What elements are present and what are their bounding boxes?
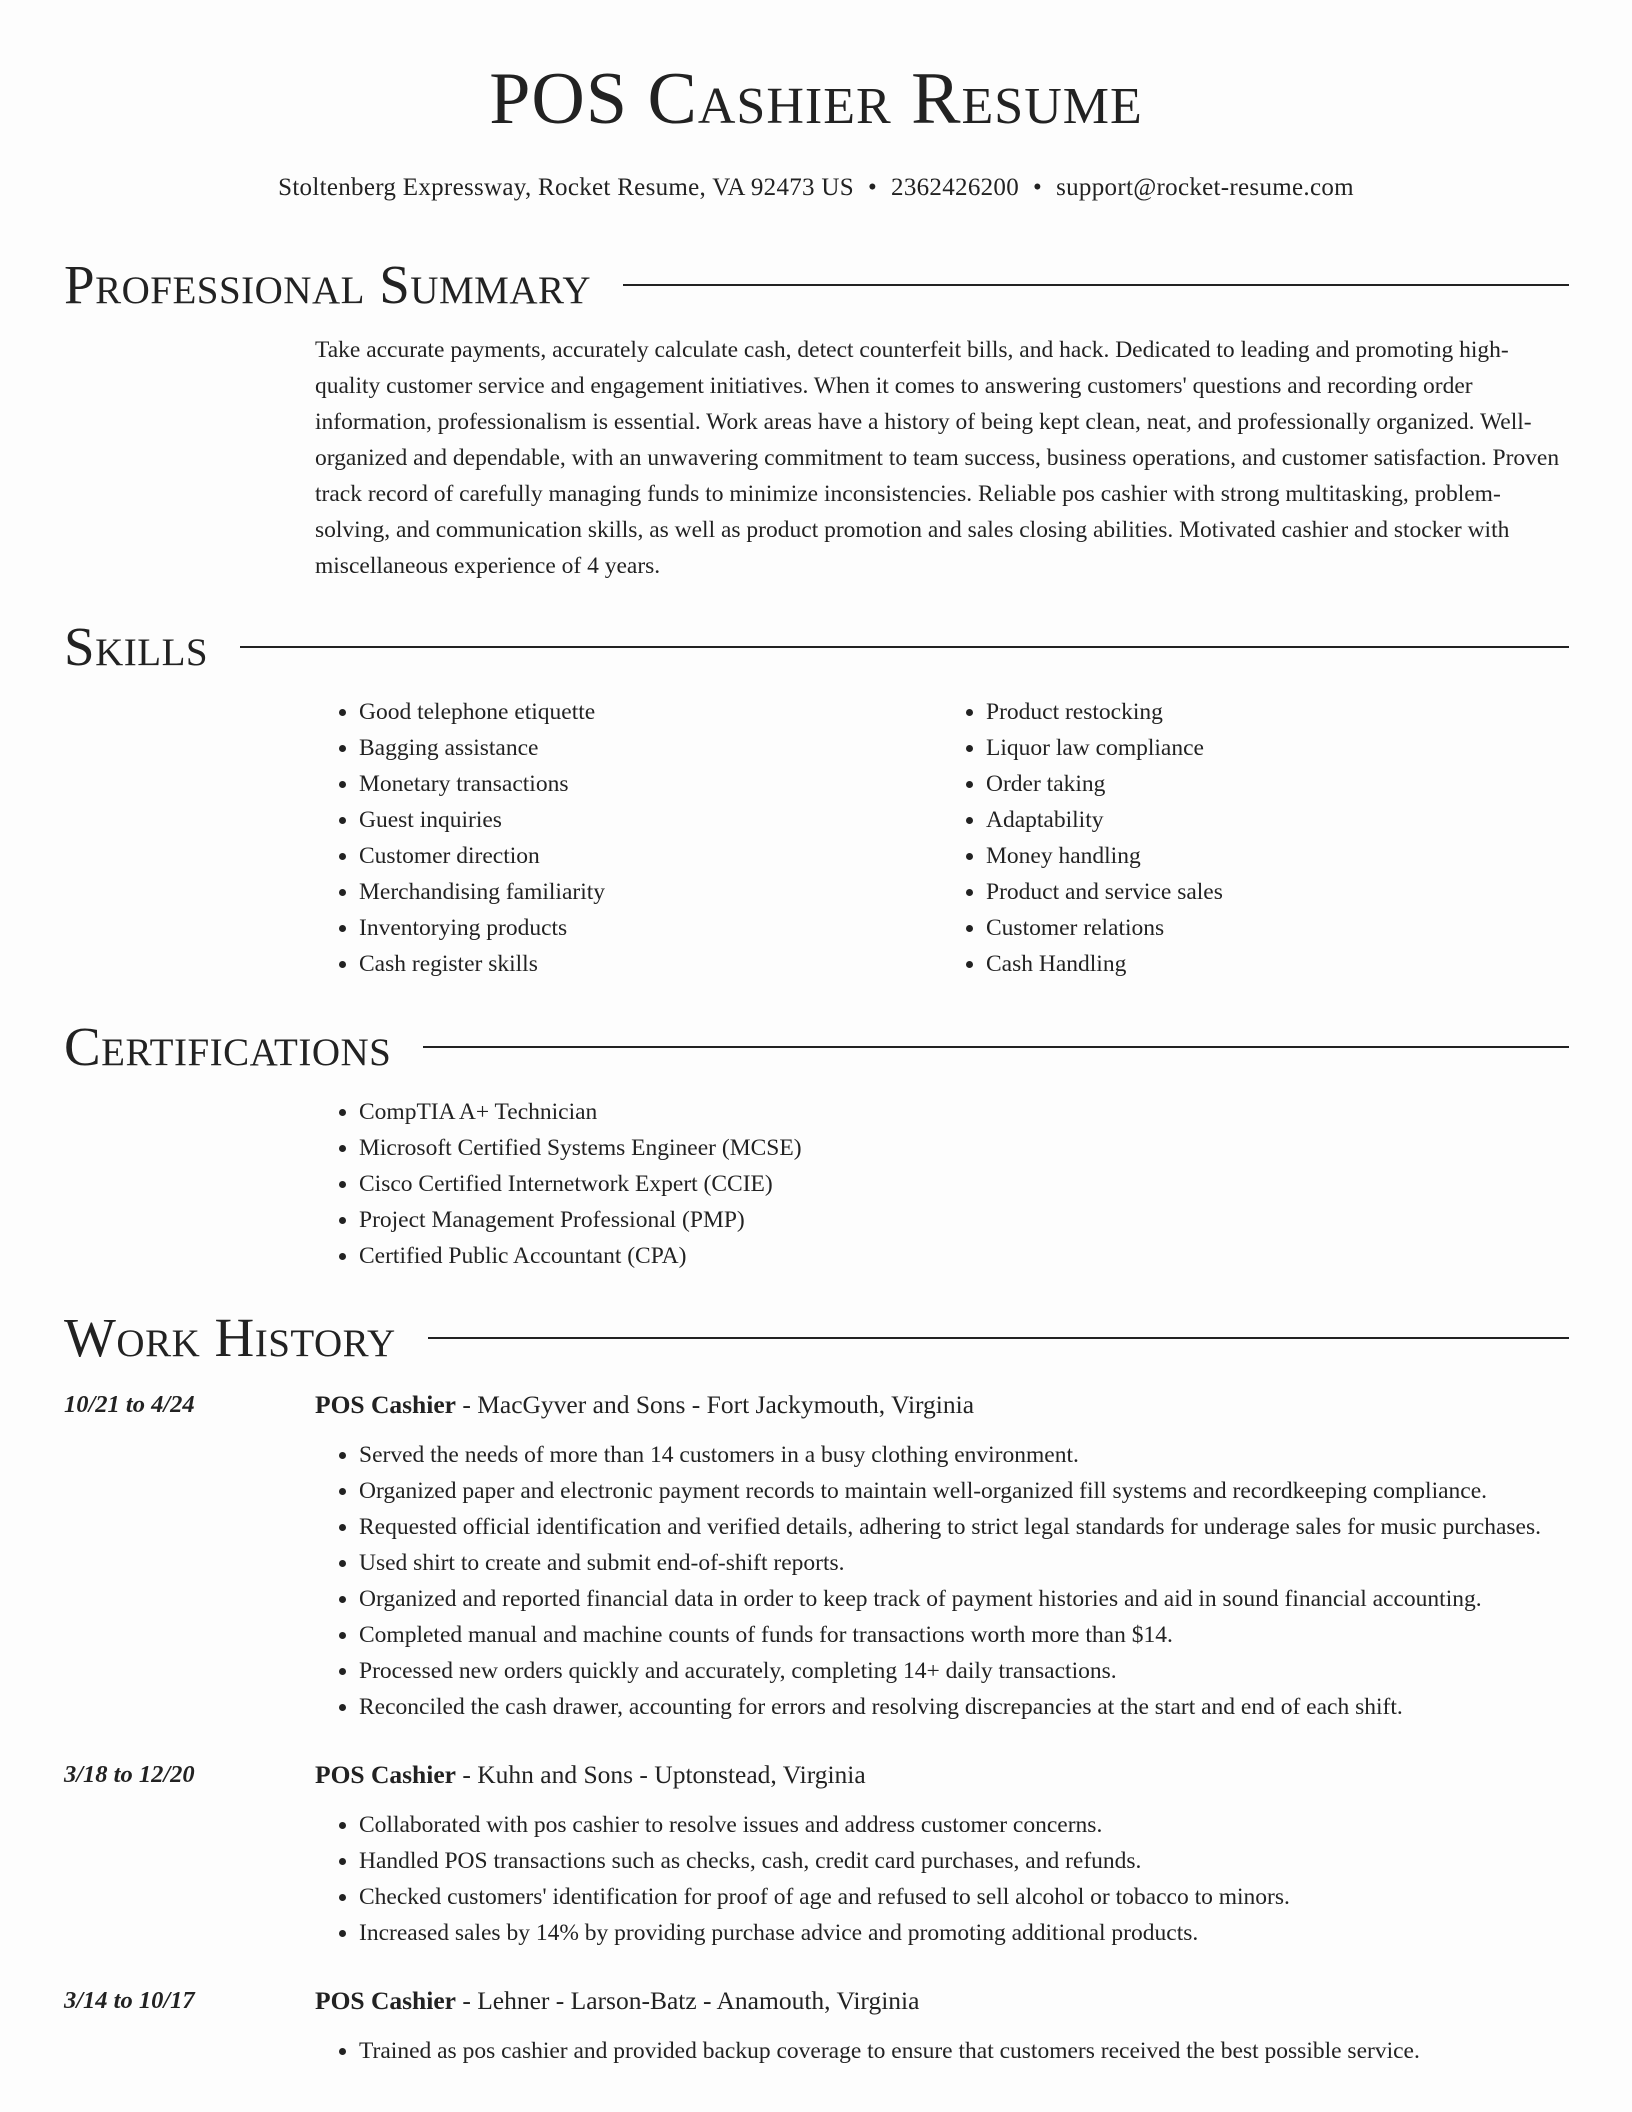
list-item: • Guest inquiries	[359, 802, 942, 838]
list-item: • Used shirt to create and submit end-of-shift reports.	[359, 1545, 1569, 1581]
list-item: • Organized paper and electronic payment records to maintain well-organized fill systems and recordkeeping compliance.	[359, 1473, 1569, 1509]
section-divider	[240, 646, 1569, 648]
job-entry	[64, 1757, 1569, 1951]
job-title-line	[315, 1387, 1569, 1423]
list-item: • Bagging assistance	[359, 730, 942, 766]
job-bullets	[315, 2033, 1569, 2069]
resume-header	[0, 55, 1632, 202]
job-details	[315, 1757, 1569, 1951]
section-header	[64, 617, 1569, 678]
list-item: • Inventorying products	[359, 910, 942, 946]
job-dates: 3/14 to 10/17	[64, 1986, 195, 2014]
list-item: • Reconciled the cash drawer, accounting for errors and resolving discrepancies at the start and end of each shift.	[359, 1689, 1569, 1725]
job-entry	[64, 1387, 1569, 1725]
job-title-line	[315, 1983, 1569, 2019]
list-item: • Increased sales by 14% by providing purchase advice and promoting additional products.	[359, 1915, 1569, 1951]
certifications-list	[315, 1094, 1569, 1274]
certifications-body	[315, 1094, 1569, 1274]
job-dates: 10/21 to 4/24	[64, 1390, 195, 1418]
list-item: • Customer direction	[359, 838, 942, 874]
job-employer: - MacGyver and Sons - Fort Jackymouth, Virginia	[455, 1389, 975, 1419]
skills-list-left	[315, 694, 942, 982]
section-divider	[428, 1337, 1569, 1339]
list-item: • Order taking	[986, 766, 1569, 802]
summary-text: Take accurate payments, accurately calculate cash, detect counterfeit bills, and hack. Dedicated to leading and promoting high-quality customer service and engagement initiatives. When it comes to answering customers' questions and recording order information, professionalism is essential. Work areas have a history of being kept clean, neat, and professionally organized. Well-organized and dependable, with an unwavering commitment to team success, business operations, and customer satisfaction. Proven track record of carefully managing funds to minimize inconsistencies. Reliable pos cashier with strong multitasking, problem-solving, and communication skills, as well as product promotion and sales closing abilities. Motivated cashier and stocker with miscellaneous experience of 4 years.	[315, 336, 1560, 579]
list-item: • Handled POS transactions such as checks, cash, credit card purchases, and refunds.	[359, 1843, 1569, 1879]
list-item: • CompTIA A+ Technician	[359, 1094, 1569, 1130]
section-title: Work History	[64, 1307, 396, 1368]
list-item: • Monetary transactions	[359, 766, 942, 802]
job-dates: 3/18 to 12/20	[64, 1760, 195, 1788]
job-employer: - Lehner - Larson-Batz - Anamouth, Virginia	[455, 1985, 920, 2015]
section-header	[64, 1017, 1569, 1078]
list-item: • Project Management Professional (PMP)	[359, 1202, 1569, 1238]
job-entry	[64, 1983, 1569, 2069]
section-header	[64, 255, 1569, 316]
job-role: POS Cashier	[315, 1985, 456, 2015]
list-item: • Requested official identification and verified details, adhering to strict legal standards for underage sales for music purchases.	[359, 1509, 1569, 1545]
job-role: POS Cashier	[315, 1389, 456, 1419]
contact-line	[0, 174, 1632, 202]
section-header	[64, 1308, 1569, 1369]
list-item: • Cash Handling	[986, 946, 1569, 982]
email-link[interactable]: support@rocket-resume.com	[1056, 173, 1354, 201]
summary-section	[64, 255, 1569, 584]
skills-list-right	[942, 694, 1569, 982]
phone: 2362426200	[891, 173, 1020, 201]
section-title: Professional Summary	[64, 254, 592, 315]
work-history-section	[64, 1308, 1569, 2069]
section-divider	[623, 284, 1569, 286]
list-item: • Adaptability	[986, 802, 1569, 838]
skills-columns	[315, 694, 1569, 982]
job-bullets	[315, 1807, 1569, 1951]
list-item: • Checked customers' identification for proof of age and refused to sell alcohol or tobacco to minors.	[359, 1879, 1569, 1915]
list-item: • Trained as pos cashier and provided backup coverage to ensure that customers received the best possible service.	[359, 2033, 1569, 2069]
list-item: • Product and service sales	[986, 874, 1569, 910]
separator: •	[867, 173, 878, 201]
address: Stoltenberg Expressway, Rocket Resume, VA 92473 US	[278, 173, 854, 201]
list-item: • Organized and reported financial data in order to keep track of payment histories and aid in sound financial accounting.	[359, 1581, 1569, 1617]
list-item: • Processed new orders quickly and accurately, completing 14+ daily transactions.	[359, 1653, 1569, 1689]
certifications-section	[64, 1017, 1569, 1274]
separator: •	[1033, 173, 1043, 201]
list-item: • Cash register skills	[359, 946, 942, 982]
list-item: • Merchandising familiarity	[359, 874, 942, 910]
job-title-line	[315, 1757, 1569, 1793]
page-title: POS Cashier Resume	[489, 58, 1143, 140]
skills-section	[64, 617, 1569, 982]
list-item: • Good telephone etiquette	[359, 694, 942, 730]
job-details	[315, 1387, 1569, 1725]
section-title: Certifications	[64, 1016, 392, 1077]
list-item: • Customer relations	[986, 910, 1569, 946]
list-item: • Money handling	[986, 838, 1569, 874]
list-item: • Cisco Certified Internetwork Expert (CCIE)	[359, 1166, 1569, 1202]
list-item: • Liquor law compliance	[986, 730, 1569, 766]
list-item: • Microsoft Certified Systems Engineer (MCSE)	[359, 1130, 1569, 1166]
job-employer: - Kuhn and Sons - Uptonstead, Virginia	[455, 1759, 866, 1789]
job-details	[315, 1983, 1569, 2069]
list-item: • Collaborated with pos cashier to resolve issues and address customer concerns.	[359, 1807, 1569, 1843]
list-item: • Served the needs of more than 14 customers in a busy clothing environment.	[359, 1437, 1569, 1473]
section-divider	[423, 1046, 1569, 1048]
section-title: Skills	[64, 616, 209, 677]
list-item: • Completed manual and machine counts of funds for transactions worth more than $14.	[359, 1617, 1569, 1653]
list-item: • Product restocking	[986, 694, 1569, 730]
job-role: POS Cashier	[315, 1759, 456, 1789]
job-bullets	[315, 1437, 1569, 1725]
list-item: • Certified Public Accountant (CPA)	[359, 1238, 1569, 1274]
